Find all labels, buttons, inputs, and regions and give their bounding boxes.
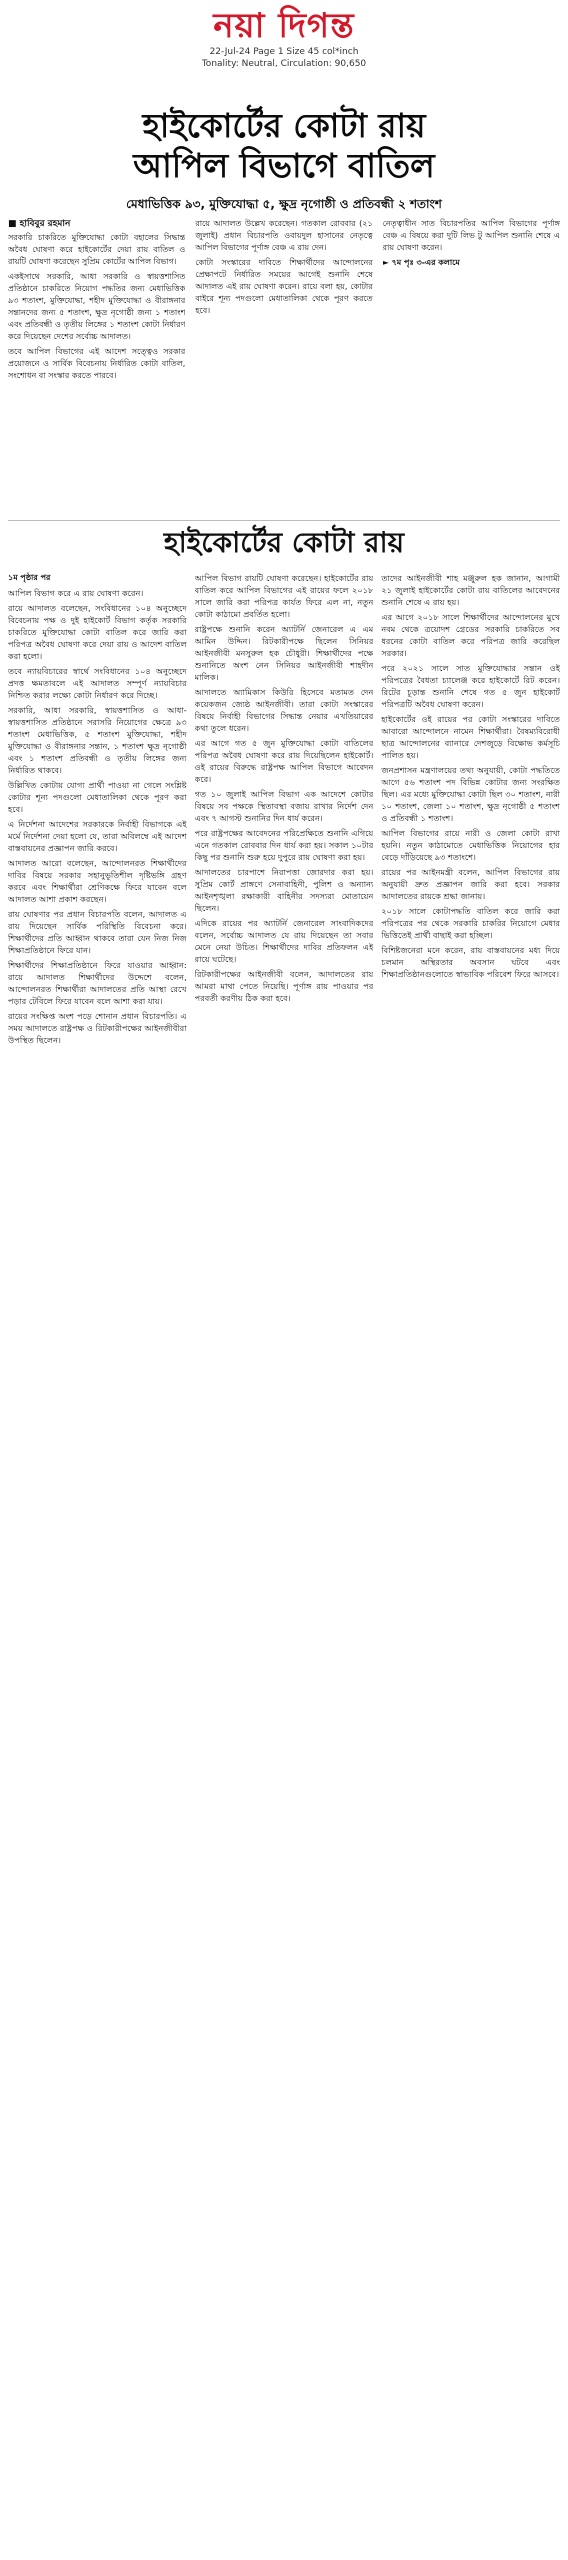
paragraph: সরকারি চাকরিতে মুক্তিযোদ্ধা কোটা বহালের সিদ্ধান্ত অবৈধ ঘোষণা করে হাইকোর্টের দেয়া রায় বাতিল ও রায়টি ঘোষণা করেছেন সুপ্রিম কোর্টের আপিল বিভাগ। <box>8 233 186 266</box>
newspaper-logo: নয়া দিগন্ত <box>213 6 355 46</box>
paragraph: বিশিষ্টজনেরা মনে করেন, রায় বাস্তবায়নের মধ্য দিয়ে চলমান অস্থিরতার অবসান ঘটবে এবং শিক্ষাপ্রতিষ্ঠানগুলোতে স্বাভাবিক পরিবেশ ফিরে আসবে। <box>381 945 560 979</box>
paragraph: রায়ের পর আইনমন্ত্রী বলেন, আপিল বিভাগের রায় অনুযায়ী দ্রুত প্রজ্ঞাপন জারি করা হবে। সরকার আদালতের রায়কে শ্রদ্ধা জানায়। <box>381 867 560 901</box>
paragraph: রায়ে আদালত উল্লেখ করেছেন। গতকাল রোববার (২১ জুলাই) প্রধান বিচারপতি ওবায়দুল হাসানের নেতৃত্বে আপিল বিভাগের পূর্ণাঙ্গ বেঞ্চ এ রায় দেন। <box>195 219 373 252</box>
paragraph: এর আগে গত ৫ জুন মুক্তিযোদ্ধা কোটা বাতিলের পরিপত্র অবৈধ ঘোষণা করে রায় দিয়েছিলেন হাইকোর্ট। ওই রায়ের বিরুদ্ধে রাষ্ট্রপক্ষ আপিল বিভাগে আবেদন করে। <box>194 738 374 784</box>
lead-story-columns <box>8 218 560 518</box>
main-headline <box>8 106 560 186</box>
lead-column-3 <box>383 218 560 518</box>
continuation-headline: হাইকোর্টের কোটা রায় <box>163 526 405 559</box>
paragraph: একইসাথে সরকারি, আধা সরকারি ও স্বায়ত্তশাসিত প্রতিষ্ঠানে চাকরিতে নিয়োগ পদ্ধতির জন্য মেধাভিত্তিক ৯৩ শতাংশ, মুক্তিযোদ্ধা, শহীদ মুক্তিযোদ্ধা ও বীরাঙ্গনার সন্তানদের জন্য ৫ শতাংশ, ক্ষুদ্র নৃগোষ্ঠী জন্য ১ শতাংশ এবং প্রতিবন্ধী ও তৃতীয় লিঙ্গের ১ শতাংশ কোটা নির্ধারণ করে দিয়েছেন দেশের সর্বোচ্চ আদালত। <box>8 272 186 341</box>
paragraph: রায়ের সংক্ষিপ্ত অংশ পড়ে শোনান প্রধান বিচারপতি। এ সময় আদালতে রাষ্ট্রপক্ষ ও রিটকারীপক্ষের আইনজীবীরা উপস্থিত ছিলেন। <box>8 1011 187 1045</box>
body-column-3 <box>381 572 560 2550</box>
paragraph: জনপ্রশাসন মন্ত্রণালয়ের তথ্য অনুযায়ী, কোটা পদ্ধতিতে আগে ৫৬ শতাংশ পদ বিভিন্ন কোটার জন্য সংরক্ষিত ছিল। এর মধ্যে মুক্তিযোদ্ধা কোটা ছিল ৩০ শতাংশ, নারী ১০ শতাংশ, জেলা ১০ শতাংশ, ক্ষুদ্র নৃগোষ্ঠী ৫ শতাংশ ও প্রতিবন্ধী ১ শতাংশ। <box>381 765 560 823</box>
headline-line-1: হাইকোর্টের কোটা রায় <box>142 106 426 145</box>
headline-line-2: আপিল বিভাগে বাতিল <box>133 146 435 185</box>
lead-column-2 <box>195 218 372 518</box>
paragraph: গত ১০ জুলাই আপিল বিভাগ এক আদেশে কোটার বিষয়ে সব পক্ষকে স্থিতাবস্থা বজায় রাখার নির্দেশ দেন এবং ৭ আগস্ট শুনানির দিন ধার্য করেন। <box>194 789 374 823</box>
paragraph: আপিল বিভাগের রায়ে নারী ও জেলা কোটা রাখা হয়নি। নতুন কাঠামোতে মেধাভিত্তিক নিয়োগের হার বেড়ে দাঁড়িয়েছে ৯৩ শতাংশে। <box>381 828 560 862</box>
headline-subtitle: মেধাভিত্তিক ৯৩, মুক্তিযোদ্ধা ৫, ক্ষুদ্র নৃগোষ্ঠী ও প্রতিবন্ধী ২ শতাংশ <box>126 197 442 211</box>
masthead <box>0 6 568 70</box>
paragraph: রাষ্ট্রপক্ষে শুনানি করেন অ্যাটর্নি জেনারেল এ এম আমিন উদ্দিন। রিটকারীপক্ষে ছিলেন সিনিয়র আইনজীবী মনসুরুল হক চৌধুরী। শিক্ষার্থীদের পক্ষে শুনানিতে অংশ নেন সিনিয়র আইনজীবী শাহদীন মালিক। <box>194 624 374 682</box>
paragraph: তবে আপিল বিভাগের এই আদেশ সত্ত্বেও সরকার প্রয়োজনে ও সার্বিক বিবেচনায় নির্ধারিত কোটা বাতিল, সংশোধন বা সংস্কার করতে পারবে। <box>8 347 186 380</box>
paragraph: শিক্ষার্থীদের শিক্ষাপ্রতিষ্ঠানে ফিরে যাওয়ার আহ্বান: রায়ে আদালত শিক্ষার্থীদের উদ্দেশে বলেন, আন্দোলনরত শিক্ষার্থীরা আদালতের প্রতি আস্থা রেখে পড়ার টেবিলে ফিরে যাবেন বলে আশা করা যায়। <box>8 960 187 1006</box>
paragraph: আদালত আরো বলেছেন, আন্দোলনরত শিক্ষার্থীদের দাবির বিষয়ে সরকার সহানুভূতিশীল দৃষ্টিভঙ্গি গ্রহণ করবে এবং শিক্ষার্থীরা শ্রেণিকক্ষে ফিরে যাবেন বলে আদালত আশা প্রকাশ করছেন। <box>8 858 187 904</box>
paragraph: রায় ঘোষণার পর প্রধান বিচারপতি বলেন, আদালত এ রায় দিয়েছেন সার্বিক পরিস্থিতি বিবেচনা করে। শিক্ষার্থীদের প্রতি আহ্বান থাকবে তারা যেন নিজ নিজ শিক্ষাপ্রতিষ্ঠানে ফিরে যান। <box>8 909 187 955</box>
lead-column-1 <box>8 218 185 518</box>
continued-from-label: ১ম পৃষ্ঠার পর <box>8 573 51 582</box>
section-divider <box>8 520 560 521</box>
paragraph: তাদের আইনজীবী শাহ মঞ্জুরুল হক জানান, আগামী ২১ জুলাই হাইকোর্টের কোটা রায় বাতিলের আবেদনের শুনানি শেষে এ রায় হয়। <box>381 573 560 607</box>
paragraph: সরকারি, আধা সরকারি, স্বায়ত্তশাসিত ও আধা-স্বায়ত্তশাসিত প্রতিষ্ঠানে সরাসরি নিয়োগের ক্ষেত্রে ৯৩ শতাংশ মেধাভিত্তিক, ৫ শতাংশ মুক্তিযোদ্ধা, শহীদ মুক্তিযোদ্ধা ও বীরাঙ্গনার সন্তান, ১ শতাংশ ক্ষুদ্র নৃগোষ্ঠী এবং ১ শতাংশ প্রতিবন্ধী ও তৃতীয় লিঙ্গের জন্য নির্ধারিত থাকবে। <box>8 705 187 775</box>
paragraph: এদিকে রায়ের পর অ্যাটর্নি জেনারেল সাংবাদিকদের বলেন, সর্বোচ্চ আদালত যে রায় দিয়েছেন তা সবার মেনে নেয়া উচিত। শিক্ষার্থীদের দাবির প্রতিফলন এই রায়ে ঘটেছে। <box>194 918 374 964</box>
paragraph: আদালতে অ্যামিকাস কিউরি হিসেবে মতামত দেন কয়েকজন জ্যেষ্ঠ আইনজীবী। তারা কোটা সংস্কারের বিষয়ে নির্বাহী বিভাগের সিদ্ধান্ত নেয়ার এখতিয়ারের কথা তুলে ধরেন। <box>194 687 374 733</box>
continuation-note: ► ৭ম পৃঃ ৩-এর কলামে <box>382 258 460 267</box>
paragraph: রায়ে আদালত বলেছেন, সংবিধানের ১০৪ অনুচ্ছেদে বিবেচনায় পক্ষ ও দুই হাইকোর্ট বিভাগ কর্তৃক সরকারি চাকরিতে মুক্তিযোদ্ধা কোটা বাতিল করে জারি করা পরিপত্র অবৈধ ঘোষণা করে দেয়া রায় ও আদেশ বাতিল করা হলো। <box>8 603 187 661</box>
byline: ■ হাবিবুর রহমান <box>8 219 71 229</box>
paragraph: উল্লিখিত কোটায় যোগ্য প্রার্থী পাওয়া না গেলে সংশ্লিষ্ট কোটার শূন্য পদগুলো মেধাতালিকা থেকে পূরণ করা হবে। <box>8 780 187 814</box>
paragraph: পরে রাষ্ট্রপক্ষের আবেদনের পরিপ্রেক্ষিতে শুনানি এগিয়ে এনে গতকাল রোববার দিন ধার্য করা হয়। সকাল ১০টার কিছু পর শুনানি শুরু হয়ে দুপুরে রায় ঘোষণা করা হয়। <box>194 828 374 862</box>
paragraph: তবে ন্যায়বিচারের স্বার্থে সংবিধানের ১০৪ অনুচ্ছেদে প্রদত্ত ক্ষমতাবলে এই আদালত সম্পূর্ণ ন্যায়বিচার নিশ্চিত করার লক্ষ্যে কোটা নির্ধারণ করে দিচ্ছে। <box>8 666 187 700</box>
paragraph: এ নির্দেশনা আদেশের সরকারকে নির্বাহী বিভাগকে এই মর্মে নির্দেশনা দেয়া হলো যে, তারা অবিলম্বে এই আদেশ বাস্তবায়নের প্রজ্ঞাপন জারি করবে। <box>8 819 187 853</box>
body-column-2 <box>195 572 374 2550</box>
continuation-columns <box>8 572 560 2550</box>
body-column-1 <box>8 572 187 2550</box>
paragraph: হাইকোর্টের ওই রায়ের পর কোটা সংস্কারের দাবিতে আবারো আন্দোলনে নামেন শিক্ষার্থীরা। বৈষম্যবিরোধী ছাত্র আন্দোলনের ব্যানারে দেশজুড়ে বিক্ষোভ কর্মসূচি পালিত হয়। <box>381 714 560 760</box>
paragraph: আপিল বিভাগ রায়টি ঘোষণা করেছেন। হাইকোর্টের রায় বাতিল করে আপিল বিভাগের এই রায়ের ফলে ২০১৮ সালে জারি করা পরিপত্র কার্যত ফিরে এল না, নতুন কোটা কাঠামো প্রবর্তিত হলো। <box>194 573 374 619</box>
paragraph: রিটকারীপক্ষের আইনজীবী বলেন, আদালতের রায় আমরা মাথা পেতে নিয়েছি। পূর্ণাঙ্গ রায় পাওয়ার পর পরবর্তী করণীয় ঠিক করা হবে। <box>194 969 374 1003</box>
paragraph: নেতৃত্বাধীন সাত বিচারপতির আপিল বিভাগের পূর্ণাঙ্গ বেঞ্চ এ বিষয়ে করা দুটি লিভ টু আপিল শুনানি শেষে এ রায় ঘোষণা করেন। <box>382 219 560 252</box>
paragraph: পরে ২০২১ সালে সাত মুক্তিযোদ্ধার সন্তান ওই পরিপত্রের বৈধতা চ্যালেঞ্জ করে হাইকোর্টে রিট করেন। রিটের চূড়ান্ত শুনানি শেষে গত ৫ জুন হাইকোর্ট পরিপত্রটি অবৈধ ঘোষণা করেন। <box>381 663 560 709</box>
paragraph: আপিল বিভাগ করে এ রায় ঘোষণা করেন। <box>8 588 144 598</box>
paragraph: কোটা সংস্কারের দাবিতে শিক্ষার্থীদের আন্দোলনের প্রেক্ষাপটে নির্ধারিত সময়ের আগেই শুনানি শেষে আদালত এই রায় ঘোষণা করেন। রায়ে বলা হয়, কোটার বাইরে শূন্য পদগুলো মেধাতালিকা থেকে পূরণ করতে হবে। <box>195 258 373 315</box>
paragraph: আদালতের চারপাশে নিরাপত্তা জোরদার করা হয়। সুপ্রিম কোর্ট প্রাঙ্গণে সেনাবাহিনী, পুলিশ ও অন্যান্য আইনশৃঙ্খলা রক্ষাকারী বাহিনীর সদস্যরা মোতায়েন ছিলেন। <box>194 867 374 913</box>
paragraph: এর আগে ২০১৮ সালে শিক্ষার্থীদের আন্দোলনের মুখে নবম থেকে ত্রয়োদশ গ্রেডের সরকারি চাকরিতে সব ধরনের কোটা বাতিল করে পরিপত্র জারি করেছিল সরকার। <box>381 612 560 658</box>
clipping-tonality-line: Tonality: Neutral, Circulation: 90,650 <box>201 59 367 69</box>
paragraph: ২০১৮ সালে কোটাপদ্ধতি বাতিল করে জারি করা পরিপত্রের পর থেকে সরকারি চাকরির নিয়োগে মেধার ভিত্তিতেই প্রার্থী বাছাই করা হচ্ছিল। <box>381 906 560 940</box>
clipping-date-line: 22-Jul-24 Page 1 Size 45 col*inch <box>209 47 359 57</box>
